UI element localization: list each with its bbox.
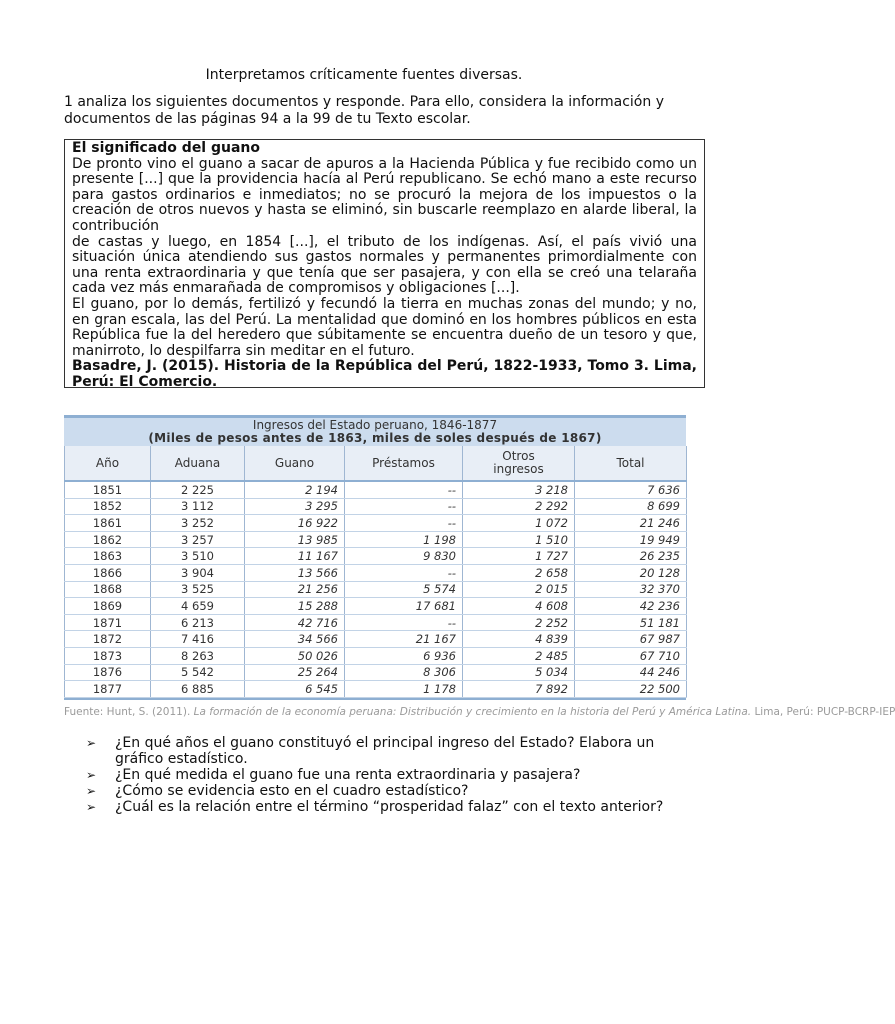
table-cell: 4 659 — [151, 598, 245, 615]
table-cell: 8 306 — [345, 664, 463, 681]
table-row — [65, 564, 687, 581]
table-row — [65, 631, 687, 648]
table-cell: 1862 — [65, 531, 151, 548]
table-cell: 13 566 — [245, 564, 345, 581]
table-cell: 2 292 — [463, 498, 575, 515]
column-header: Guano — [245, 446, 345, 481]
table-cell: -- — [345, 481, 463, 498]
table-cell: 4 608 — [463, 598, 575, 615]
question-item — [86, 783, 686, 799]
table-title: Ingresos del Estado peruano, 1846-1877 — [252, 418, 498, 432]
table-cell: -- — [345, 498, 463, 515]
table-cell: 2 194 — [245, 481, 345, 498]
table-cell: 21 246 — [575, 515, 687, 532]
table-cell: 3 112 — [151, 498, 245, 515]
question-list — [86, 735, 686, 815]
table-cell: 11 167 — [245, 548, 345, 565]
arrow-bullet-icon: ➢ — [86, 800, 97, 814]
table-row — [65, 531, 687, 548]
table-cell: 5 542 — [151, 664, 245, 681]
instruction-text: 1 analiza los siguientes documentos y responde. Para ello, considera la información y documentos de las páginas 94 a la 99 de tu Texto escolar. — [64, 94, 664, 127]
table-cell: 1871 — [65, 614, 151, 631]
table-row — [65, 548, 687, 565]
question-item — [86, 735, 686, 767]
table-cell: 21 256 — [245, 581, 345, 598]
table-cell: 5 034 — [463, 664, 575, 681]
table-header-row — [65, 446, 687, 481]
table-cell: 1 510 — [463, 531, 575, 548]
table-cell: 2 225 — [151, 481, 245, 498]
question-text: ¿Cómo se evidencia esto en el cuadro estadístico? — [115, 783, 469, 799]
table-cell: 6 545 — [245, 681, 345, 698]
table-cell: 1 198 — [345, 531, 463, 548]
table-cell: 7 892 — [463, 681, 575, 698]
table-cell: 15 288 — [245, 598, 345, 615]
table-row — [65, 481, 687, 498]
table-row — [65, 598, 687, 615]
table-cell: 26 235 — [575, 548, 687, 565]
column-header: Aduana — [151, 446, 245, 481]
table-cell: 22 500 — [575, 681, 687, 698]
table-cell: 1876 — [65, 664, 151, 681]
table-cell: 21 167 — [345, 631, 463, 648]
quote-paragraph: de castas y luego, en 1854 [...], el tributo de los indígenas. Así, el país vivió una situación única atendiendo sus gastos normales y permanentes primordialmente con una renta extraordinaria y que tenía que ser pasajera, y con ella se creó una telaraña cada vez más enmarañada de compromisos y obligaciones [...]. — [72, 233, 697, 297]
table-cell: 4 839 — [463, 631, 575, 648]
question-item — [86, 767, 686, 783]
table-cell: -- — [345, 515, 463, 532]
table-cell: 3 252 — [151, 515, 245, 532]
table-cell: 42 716 — [245, 614, 345, 631]
table-body — [65, 481, 687, 697]
quote-citation: Basadre, J. (2015). Historia de la República del Perú, 1822-1933, Tomo 3. Lima, Perú: El Comercio. — [72, 358, 697, 390]
question-item — [86, 799, 686, 815]
column-header: Préstamos — [345, 446, 463, 481]
table-cell: 1869 — [65, 598, 151, 615]
table-row — [65, 681, 687, 698]
table-cell: 9 830 — [345, 548, 463, 565]
table-cell: 67 987 — [575, 631, 687, 648]
table-cell: 3 257 — [151, 531, 245, 548]
table-cell: 34 566 — [245, 631, 345, 648]
table-row — [65, 664, 687, 681]
column-header: Otros ingresos — [463, 446, 575, 481]
table-cell: 42 236 — [575, 598, 687, 615]
source-prefix: Fuente: Hunt, S. (2011). — [64, 705, 194, 718]
table-cell: 1852 — [65, 498, 151, 515]
table-row — [65, 647, 687, 664]
table-row — [65, 515, 687, 532]
arrow-bullet-icon: ➢ — [86, 736, 97, 750]
table-cell: 7 636 — [575, 481, 687, 498]
table-row — [65, 614, 687, 631]
arrow-bullet-icon: ➢ — [86, 768, 97, 782]
table-cell: 1 727 — [463, 548, 575, 565]
column-header: Año — [65, 446, 151, 481]
table-row — [65, 498, 687, 515]
table-cell: 5 574 — [345, 581, 463, 598]
table-cell: 2 485 — [463, 647, 575, 664]
table-cell: 6 885 — [151, 681, 245, 698]
table-cell: 1 178 — [345, 681, 463, 698]
table-cell: 1866 — [65, 564, 151, 581]
table-cell: 1877 — [65, 681, 151, 698]
table-source — [64, 700, 895, 718]
table-cell: 32 370 — [575, 581, 687, 598]
table-cell: 3 218 — [463, 481, 575, 498]
revenue-table — [64, 446, 687, 698]
source-suffix: Lima, Perú: PUCP-BCRP-IEP — [751, 705, 895, 718]
table-cell: -- — [345, 564, 463, 581]
table-cell: 3 525 — [151, 581, 245, 598]
table-cell: 13 985 — [245, 531, 345, 548]
table-cell: 44 246 — [575, 664, 687, 681]
table-cell: 25 264 — [245, 664, 345, 681]
table-cell: 8 699 — [575, 498, 687, 515]
table-subtitle: (Miles de pesos antes de 1863, miles de soles después de 1867) — [148, 431, 602, 445]
table-cell: 8 263 — [151, 647, 245, 664]
table-row — [65, 581, 687, 598]
table-cell: 50 026 — [245, 647, 345, 664]
table-cell: 1873 — [65, 647, 151, 664]
source-reference: La formación de la economía peruana: Distribución y crecimiento en la historia del Perú y América Latina. — [193, 705, 752, 718]
table-cell: 6 936 — [345, 647, 463, 664]
table-caption — [64, 415, 686, 446]
table-cell: 2 015 — [463, 581, 575, 598]
revenue-table-figure — [64, 415, 895, 722]
table-cell: 1872 — [65, 631, 151, 648]
table-cell: 6 213 — [151, 614, 245, 631]
table-cell: 3 904 — [151, 564, 245, 581]
quote-paragraph: El guano, por lo demás, fertilizó y fecundó la tierra en muchas zonas del mundo; y no, en gran escala, las del Perú. La mentalidad que dominó en los hombres públicos en esta República fue la del heredero que súbitamente se encuentra dueño de un tesoro y que, manirroto, lo despilfarra sin meditar en el futuro. — [72, 295, 697, 359]
table-cell: 1851 — [65, 481, 151, 498]
table-cell: 3 295 — [245, 498, 345, 515]
quote-title: El significado del guano — [72, 140, 261, 156]
table-cell: 1868 — [65, 581, 151, 598]
table-cell: 67 710 — [575, 647, 687, 664]
arrow-bullet-icon: ➢ — [86, 784, 97, 798]
table-cell: 1863 — [65, 548, 151, 565]
table-cell: -- — [345, 614, 463, 631]
column-header: Total — [575, 446, 687, 481]
quote-box — [64, 139, 705, 388]
table-cell: 1861 — [65, 515, 151, 532]
table-cell: 2 658 — [463, 564, 575, 581]
quote-paragraph: De pronto vino el guano a sacar de apuros a la Hacienda Pública y fue recibido como un presente [...] que la providencia hacía al Perú republicano. Se echó mano a este recurso para gastos ordinarios e inmediatos; no se procuró la mejora de los impuestos o la creación de otros nuevos y hasta se eliminó, sin buscarle reemplazo en alarde liberal, la contribución — [72, 155, 697, 234]
table-cell: 16 922 — [245, 515, 345, 532]
table-cell: 2 252 — [463, 614, 575, 631]
table-cell: 1 072 — [463, 515, 575, 532]
table-cell: 17 681 — [345, 598, 463, 615]
table-cell: 20 128 — [575, 564, 687, 581]
table-cell: 51 181 — [575, 614, 687, 631]
question-text: ¿En qué medida el guano fue una renta extraordinaria y pasajera? — [115, 767, 581, 783]
table-cell: 19 949 — [575, 531, 687, 548]
question-text: ¿Cuál es la relación entre el término “prosperidad falaz” con el texto anterior? — [115, 799, 664, 815]
page-title: Interpretamos críticamente fuentes diversas. — [205, 67, 523, 83]
question-text: ¿En qué años el guano constituyó el principal ingreso del Estado? Elabora un gráfico estadístico. — [115, 735, 655, 767]
table-cell: 3 510 — [151, 548, 245, 565]
table-cell: 7 416 — [151, 631, 245, 648]
